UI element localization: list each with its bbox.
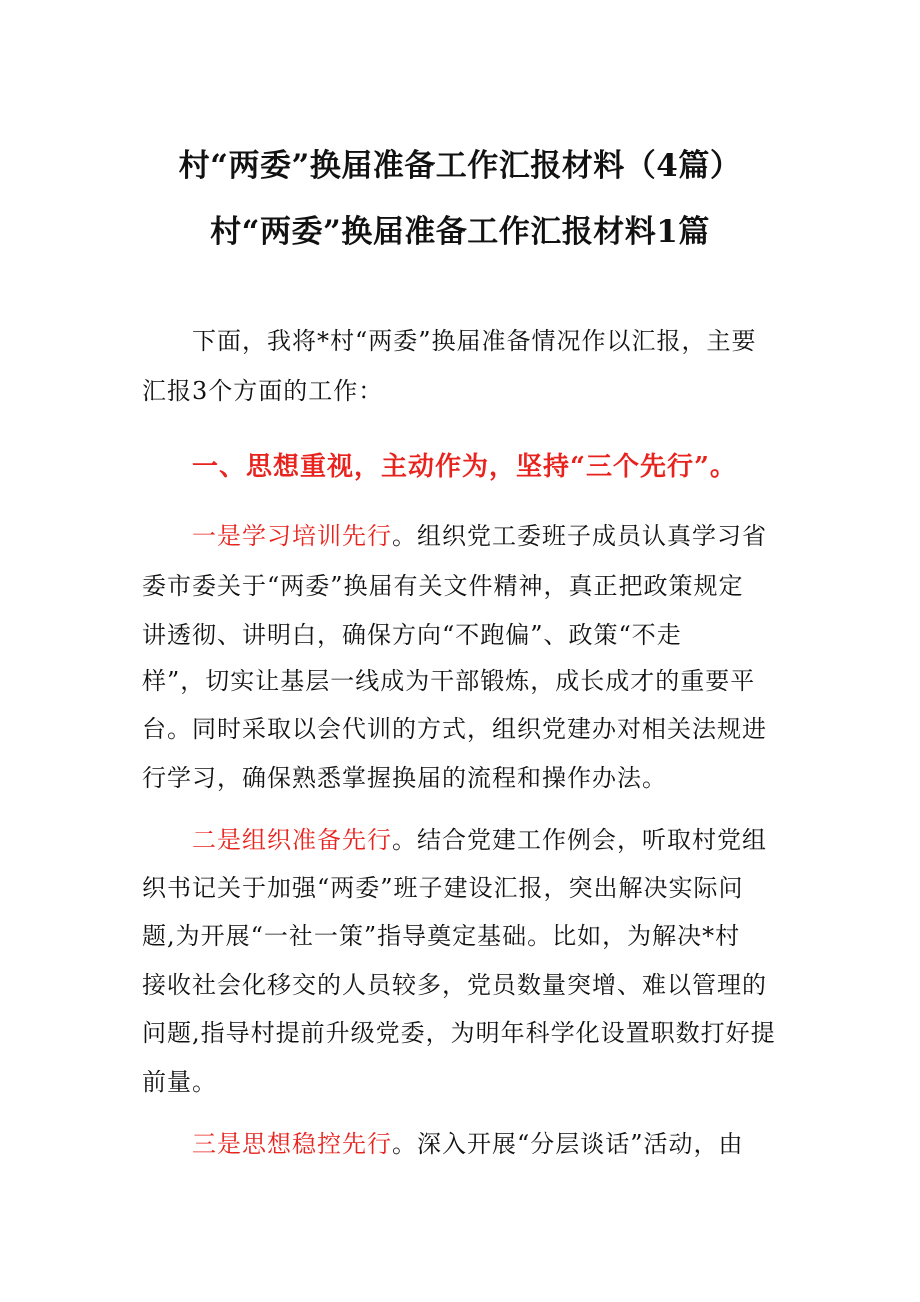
para-2-line-1 [192,825,767,855]
para-1-line-2: 委市委关于“两委”换届有关文件精神，真正把政策规定 [142,572,744,600]
document-subtitle: 村“两委”换届准备工作汇报材料1篇 [210,214,710,250]
para-2-line-6: 前量。 [142,1068,217,1096]
intro-line-1: 下面，我将*村“两委”换届准备情况作以汇报，主要 [192,327,757,355]
para-1-line-4: 样”，切实让基层一线成为干部锻炼，成长成才的重要平 [142,667,756,695]
para-1-line-1-text: 。组织党工委班子成员认真学习省 [392,522,767,550]
para-2-line-1-text: 。结合党建工作例会，听取村党组 [392,826,767,854]
intro-line-2: 汇报3个方面的工作： [142,377,384,405]
para-1-line-5: 台。同时采取以会代训的方式，组织党建办对相关法规进 [142,715,767,743]
para-3-lead: 三是思想稳控先行 [192,1130,392,1158]
section-1-heading: 一、思想重视，主动作为，坚持“三个先行”。 [192,452,737,482]
para-2-line-4: 接收社会化移交的人员较多，党员数量突增、难以管理的 [142,971,767,999]
document-title: 村“两委”换届准备工作汇报材料（4篇） [178,148,742,184]
para-3-line-1-text: 。深入开展“分层谈话”活动，由 [392,1130,744,1158]
para-1-line-3: 讲透彻、讲明白，确保方向“不跑偏”、政策“不走 [142,621,682,649]
para-1-line-1 [192,521,767,551]
para-2-lead: 二是组织准备先行 [192,826,392,854]
para-2-line-5: 问题,指导村提前升级党委，为明年科学化设置职数打好提 [142,1019,776,1047]
para-2-line-2: 织书记关于加强“两委”班子建设汇报，突出解决实际问 [142,874,744,902]
para-1-line-6: 行学习，确保熟悉掌握换届的流程和操作办法。 [142,764,667,792]
para-1-lead: 一是学习培训先行 [192,522,392,550]
para-3-line-1 [192,1129,744,1159]
para-2-line-3: 题,为开展“一社一策”指导奠定基础。比如，为解决*村 [142,922,741,950]
